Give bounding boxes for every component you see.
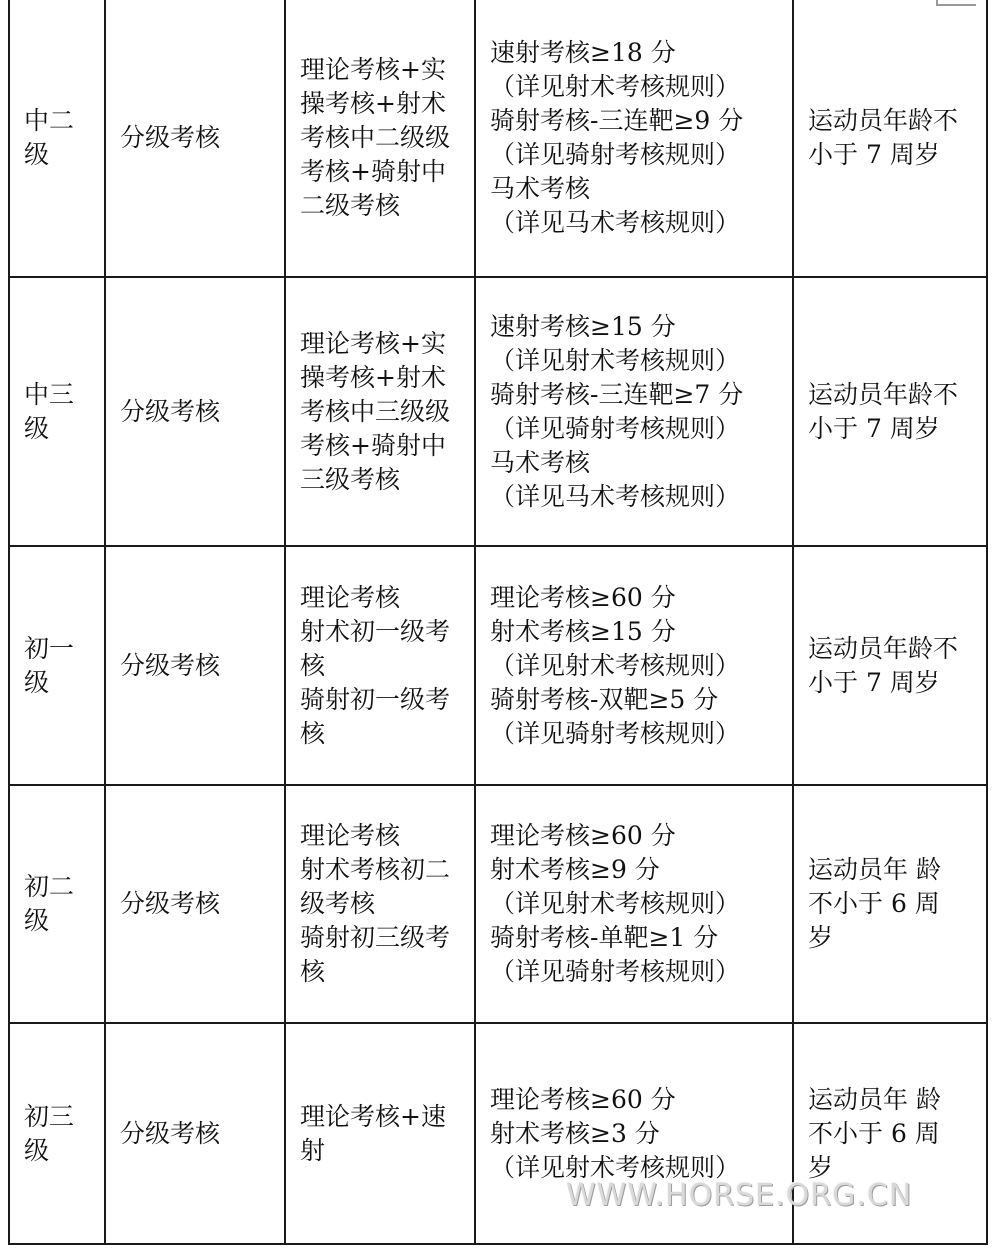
- assessment-content-cell: [285, 1023, 475, 1244]
- assessment-content-line: 理论考核+速: [300, 1101, 446, 1131]
- assessment-method-text: 分级考核: [120, 1118, 221, 1148]
- passing-standard-line: （详见射术考核规则）: [490, 72, 741, 101]
- assessment-content-line: 考核+骑射中: [300, 157, 446, 186]
- assessment-content-line: 操考核+射术: [300, 89, 446, 118]
- grade-level-cell: [9, 785, 105, 1023]
- passing-standard-line: 理论考核≥60 分: [490, 821, 676, 850]
- grade-level-line: 级: [24, 667, 50, 697]
- assessment-content-line: 理论考核+实: [300, 55, 446, 84]
- assessment-content-line: 核: [300, 718, 326, 748]
- age-requirement-cell: [793, 0, 987, 277]
- age-requirement-line: 运动员年龄不: [808, 106, 959, 135]
- assessment-content-cell: [285, 785, 475, 1023]
- grade-level-cell: [9, 277, 105, 546]
- grade-level-line: 级: [24, 140, 50, 169]
- age-requirement-line: 岁: [808, 923, 834, 952]
- grading-requirements-table: [8, 0, 988, 1245]
- age-requirement-line: 不小于 6 周: [808, 1118, 940, 1148]
- passing-standard-line: 速射考核≥15 分: [490, 311, 676, 341]
- assessment-method-text: 分级考核: [120, 889, 221, 918]
- assessment-content-line: 操考核+射术: [300, 362, 446, 392]
- age-requirement-cell: [793, 785, 987, 1023]
- assessment-content-line: 理论考核: [300, 582, 401, 612]
- age-requirement-line: 岁: [808, 1152, 834, 1182]
- assessment-content-line: 核: [300, 650, 326, 680]
- assessment-content-line: 骑射初一级考: [300, 684, 451, 714]
- assessment-content-line: 骑射初三级考: [300, 923, 451, 952]
- passing-standard-cell: [475, 546, 793, 785]
- assessment-content-cell: [285, 0, 475, 277]
- passing-standard-line: 射术考核≥3 分: [490, 1118, 660, 1148]
- grade-level-line: 级: [24, 906, 50, 935]
- passing-standard-line: 理论考核≥60 分: [490, 1084, 676, 1114]
- table-row: [9, 277, 987, 546]
- grade-level-line: 初三: [24, 1101, 75, 1131]
- age-requirement-line: 不小于 6 周: [808, 889, 940, 918]
- site-watermark: WWW.HORSE.ORG.CN: [566, 1178, 913, 1213]
- passing-standard-line: 骑射考核-双靶≥5 分: [490, 684, 719, 714]
- passing-standard-line: 骑射考核-单靶≥1 分: [490, 923, 719, 952]
- assessment-method-text: 分级考核: [120, 650, 221, 680]
- age-requirement-cell: [793, 546, 987, 785]
- passing-standard-line: 射术考核≥9 分: [490, 855, 660, 884]
- passing-standard-line: 马术考核: [490, 174, 591, 203]
- grade-level-line: 级: [24, 413, 50, 443]
- passing-standard-line: （详见骑射考核规则）: [490, 957, 741, 986]
- assessment-content-line: 考核中二级级: [300, 123, 451, 152]
- age-requirement-line: 运动员年 龄: [808, 855, 941, 884]
- passing-standard-cell: [475, 277, 793, 546]
- passing-standard-line: 骑射考核-三连靶≥9 分: [490, 106, 744, 135]
- age-requirement-line: 小于 7 周岁: [808, 667, 940, 697]
- table-row: [9, 785, 987, 1023]
- passing-standard-line: （详见马术考核规则）: [490, 208, 741, 237]
- table-row: [9, 0, 987, 277]
- grade-level-line: 中二: [24, 106, 75, 135]
- assessment-content-line: 射术考核初二: [300, 855, 451, 884]
- assessment-content-line: 级考核: [300, 889, 376, 918]
- assessment-content-line: 核: [300, 957, 326, 986]
- assessment-method-cell: [105, 546, 285, 785]
- assessment-content-line: 理论考核+实: [300, 328, 446, 358]
- passing-standard-line: （详见骑射考核规则）: [490, 140, 741, 169]
- assessment-content-cell: [285, 546, 475, 785]
- passing-standard-line: （详见射术考核规则）: [490, 345, 741, 375]
- assessment-method-cell: [105, 277, 285, 546]
- assessment-content-line: 考核+骑射中: [300, 430, 446, 460]
- age-requirement-line: 小于 7 周岁: [808, 140, 940, 169]
- passing-standard-line: （详见骑射考核规则）: [490, 718, 741, 748]
- passing-standard-line: 速射考核≥18 分: [490, 38, 676, 67]
- passing-standard-line: （详见射术考核规则）: [490, 889, 741, 918]
- assessment-content-line: 理论考核: [300, 821, 401, 850]
- grade-level-line: 初二: [24, 872, 75, 901]
- age-requirement-cell: [793, 277, 987, 546]
- assessment-content-line: 二级考核: [300, 191, 401, 220]
- grade-level-line: 中三: [24, 379, 75, 409]
- grade-level-line: 级: [24, 1135, 50, 1165]
- assessment-method-text: 分级考核: [120, 123, 221, 152]
- grade-level-cell: [9, 1023, 105, 1244]
- age-requirement-line: 小于 7 周岁: [808, 413, 940, 443]
- age-requirement-line: 运动员年 龄: [808, 1084, 941, 1114]
- table-body: [9, 0, 987, 1244]
- age-requirement-line: 运动员年龄不: [808, 633, 959, 663]
- passing-standard-cell: [475, 785, 793, 1023]
- assessment-content-cell: [285, 277, 475, 546]
- passing-standard-cell: [475, 0, 793, 277]
- passing-standard-line: （详见骑射考核规则）: [490, 413, 741, 443]
- assessment-method-cell: [105, 1023, 285, 1244]
- assessment-method-cell: [105, 785, 285, 1023]
- table-row: [9, 546, 987, 785]
- passing-standard-line: 骑射考核-三连靶≥7 分: [490, 379, 744, 409]
- assessment-content-line: 射术初一级考: [300, 616, 451, 646]
- passing-standard-line: （详见射术考核规则）: [490, 1152, 741, 1182]
- grade-level-cell: [9, 0, 105, 277]
- assessment-content-line: 三级考核: [300, 464, 401, 494]
- age-requirement-line: 运动员年龄不: [808, 379, 959, 409]
- assessment-content-line: 考核中三级级: [300, 396, 451, 426]
- passing-standard-line: 马术考核: [490, 447, 591, 477]
- passing-standard-line: 射术考核≥15 分: [490, 616, 676, 646]
- grade-level-cell: [9, 546, 105, 785]
- assessment-method-cell: [105, 0, 285, 277]
- assessment-content-line: 射: [300, 1135, 326, 1165]
- grade-level-line: 初一: [24, 633, 75, 663]
- assessment-method-text: 分级考核: [120, 396, 221, 426]
- passing-standard-line: 理论考核≥60 分: [490, 582, 676, 612]
- passing-standard-line: （详见射术考核规则）: [490, 650, 741, 680]
- passing-standard-line: （详见马术考核规则）: [490, 481, 741, 511]
